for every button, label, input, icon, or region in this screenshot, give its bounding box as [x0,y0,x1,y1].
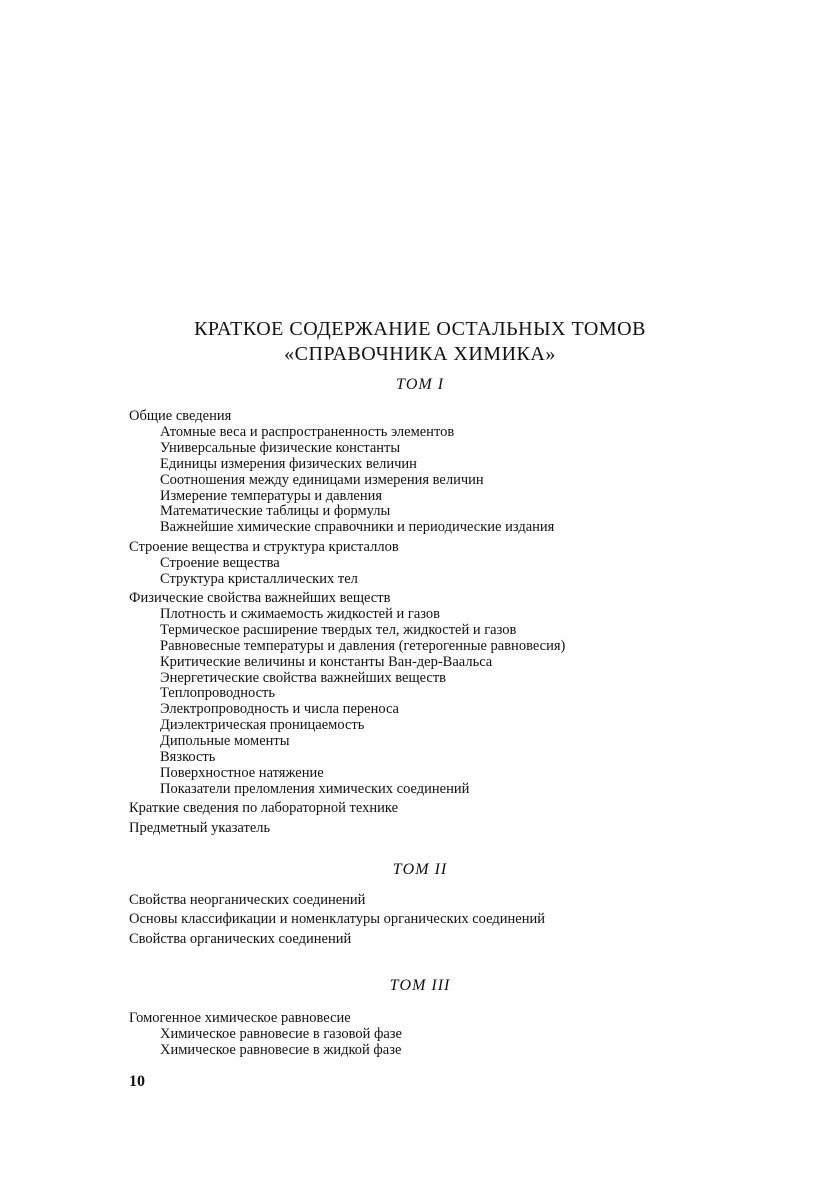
toc-section [129,409,779,536]
toc-section-title: Общие сведения [129,408,232,424]
page-title-line-1: КРАТКОЕ СОДЕРЖАНИЕ ОСТАЛЬНЫХ ТОМОВ [194,318,646,340]
toc-section-title: Физические свойства важнейших веществ [129,589,391,606]
toc-item: Поверхностное натяжение [160,764,324,781]
toc-item: Энергетические свойства важнейших веществ [160,669,447,686]
toc-section [129,893,779,909]
toc-section [129,912,779,928]
toc-section-title: Строение вещества и структура кристаллов [129,538,399,555]
toc-item: Показатели преломления химических соединений [160,780,470,797]
toc-section [129,1011,779,1059]
toc-item: Строение вещества [160,554,280,571]
toc-section [129,821,779,837]
toc-section-title: Основы классификации и номенклатуры органических соединений [129,911,545,928]
toc-item: Единицы измерения физических величин [160,455,417,472]
toc-item: Электропроводность и числа переноса [160,701,399,718]
toc-item: Атомные веса и распространенность элементов [160,423,455,440]
toc-item: Измерение температуры и давления [160,487,383,504]
toc-item: Дипольные моменты [160,733,290,750]
volume-2-contents [129,893,779,951]
toc-section [129,801,779,817]
toc-item: Химическое равновесие в газовой фазе [160,1025,402,1042]
toc-item: Универсальные физические константы [160,439,401,456]
volume-heading-2: ТОМ II [392,861,448,878]
toc-item: Математические таблицы и формулы [160,503,391,520]
toc-item: Термическое расширение твердых тел, жидкостей и газов [160,621,517,638]
toc-section-title: Свойства неорганических соединений [129,892,366,908]
toc-item: Соотношения между единицами измерения величин [160,471,484,488]
volume-1-contents [129,409,779,840]
toc-section [129,932,779,948]
toc-item: Равновесные температуры и давления (гетерогенные равновесия) [160,637,566,654]
toc-item: Важнейшие химические справочники и периодические издания [160,519,555,536]
toc-item: Диэлектрическая проницаемость [160,717,365,734]
volume-heading-1: ТОМ I [395,376,445,393]
toc-item: Плотность и сжимаемость жидкостей и газов [160,605,441,622]
volume-3-contents [129,1011,779,1062]
toc-section-title: Предметный указатель [129,819,271,836]
toc-section-title: Гомогенное химическое равновесие [129,1010,351,1026]
toc-section [129,591,779,798]
toc-section-title: Свойства органических соединений [129,930,352,947]
toc-item: Химическое равновесие в жидкой фазе [160,1041,402,1058]
page-number: 10 [129,1073,145,1090]
toc-item: Критические величины и константы Ван-дер-Ваальса [160,653,493,670]
toc-item: Вязкость [160,749,216,766]
page-title-line-2: «СПРАВОЧНИКА ХИМИКА» [284,343,556,365]
toc-section-title: Краткие сведения по лабораторной технике [129,800,399,817]
toc-section [129,540,779,588]
toc-item: Структура кристаллических тел [160,570,358,587]
toc-item: Теплопроводность [160,685,275,702]
volume-heading-3: ТОМ III [389,977,451,994]
